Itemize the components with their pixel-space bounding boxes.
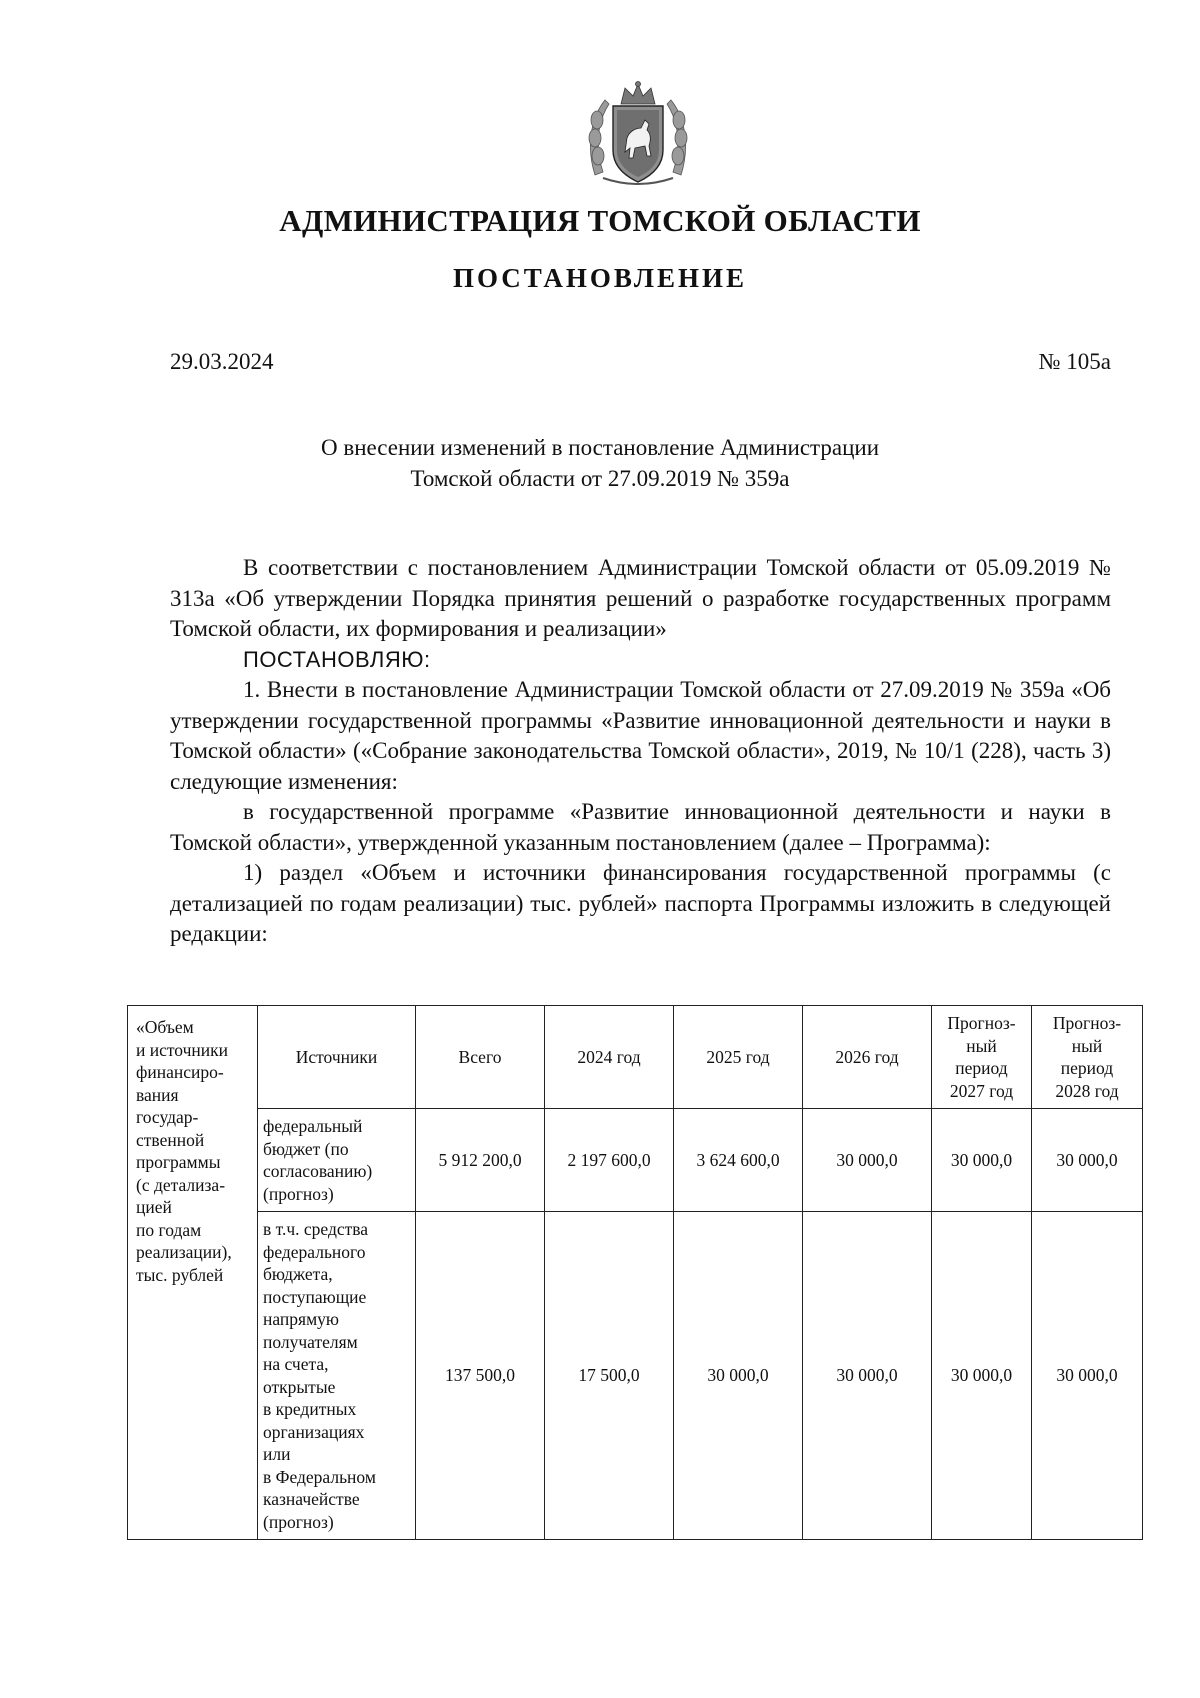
value-cell: 30 000,0 xyxy=(1032,1212,1143,1540)
value-cell: 30 000,0 xyxy=(932,1109,1032,1212)
program-paragraph: в государственной программе «Развитие инновационной деятельности и науки в Томской области», утвержденной указанным постановлением (далее – Программа): xyxy=(170,799,1111,855)
subject-line-2: Томской области от 27.09.2019 № 359а xyxy=(410,466,790,491)
document-subject xyxy=(0,432,1200,494)
row-label-cell: «Объем и источники финансиро- вания государ- ственной программы (с детализа- цией по годам реализации), тыс. рублей xyxy=(128,1006,258,1540)
item-1-paragraph: 1) раздел «Объем и источники финансирования государственной программы (с детализацией по годам реализации) тыс. рублей» паспорта Программы изложить в следующей редакции: xyxy=(170,860,1111,946)
header-cell-2024: 2024 год xyxy=(545,1006,674,1109)
value-cell: 2 197 600,0 xyxy=(545,1109,674,1212)
coat-of-arms-icon xyxy=(583,80,693,188)
value-cell: 30 000,0 xyxy=(803,1109,932,1212)
value-cell: 5 912 200,0 xyxy=(416,1109,545,1212)
subject-line-1: О внесении изменений в постановление Администрации xyxy=(320,435,880,460)
value-cell: 30 000,0 xyxy=(932,1212,1032,1540)
document-body xyxy=(170,553,1111,950)
table-row xyxy=(128,1109,1143,1212)
financing-table xyxy=(127,1005,1143,1540)
resolve-heading: ПОСТАНОВЛЯЮ: xyxy=(243,646,431,672)
source-cell: в т.ч. средства федерального бюджета, поступающие напрямую получателям на счета, открытые в кредитных организациях или в Федеральном казначействе (прогноз) xyxy=(258,1212,416,1540)
header-cell-2026: 2026 год xyxy=(803,1006,932,1109)
document-number: № 105а xyxy=(1038,349,1111,374)
source-cell: федеральный бюджет (по согласованию) (прогноз) xyxy=(258,1109,416,1212)
header-cell-2027: Прогноз- ный период 2027 год xyxy=(932,1006,1032,1109)
organization-title: АДМИНИСТРАЦИЯ ТОМСКОЙ ОБЛАСТИ xyxy=(279,203,921,238)
header-cell-2025: 2025 год xyxy=(674,1006,803,1109)
value-cell: 30 000,0 xyxy=(803,1212,932,1540)
preamble-paragraph: В соответствии с постановлением Администрации Томской области от 05.09.2019 № 313а «Об утверждении Порядка принятия решений о разработке государственных программ Томской области, их формирования и реализации» xyxy=(170,555,1111,641)
header-cell-sources: Источники xyxy=(258,1006,416,1109)
value-cell: 30 000,0 xyxy=(674,1212,803,1540)
header-cell-2028: Прогноз- ный период 2028 год xyxy=(1032,1006,1143,1109)
document-date: 29.03.2024 xyxy=(170,349,274,374)
table-header-row xyxy=(128,1006,1143,1109)
value-cell: 17 500,0 xyxy=(545,1212,674,1540)
value-cell: 30 000,0 xyxy=(1032,1109,1143,1212)
header-cell-total: Всего xyxy=(416,1006,545,1109)
document-kind: ПОСТАНОВЛЕНИЕ xyxy=(452,263,748,293)
value-cell: 137 500,0 xyxy=(416,1212,545,1540)
value-cell: 3 624 600,0 xyxy=(674,1109,803,1212)
table-row xyxy=(128,1212,1143,1540)
clause-1-paragraph: 1. Внести в постановление Администрации Томской области от 27.09.2019 № 359а «Об утверждении государственной программы «Развитие инновационной деятельности и науки в Томской области» («Собрание законодательства Томской области», 2019, № 10/1 (228), часть 3) следующие изменения: xyxy=(170,677,1111,794)
